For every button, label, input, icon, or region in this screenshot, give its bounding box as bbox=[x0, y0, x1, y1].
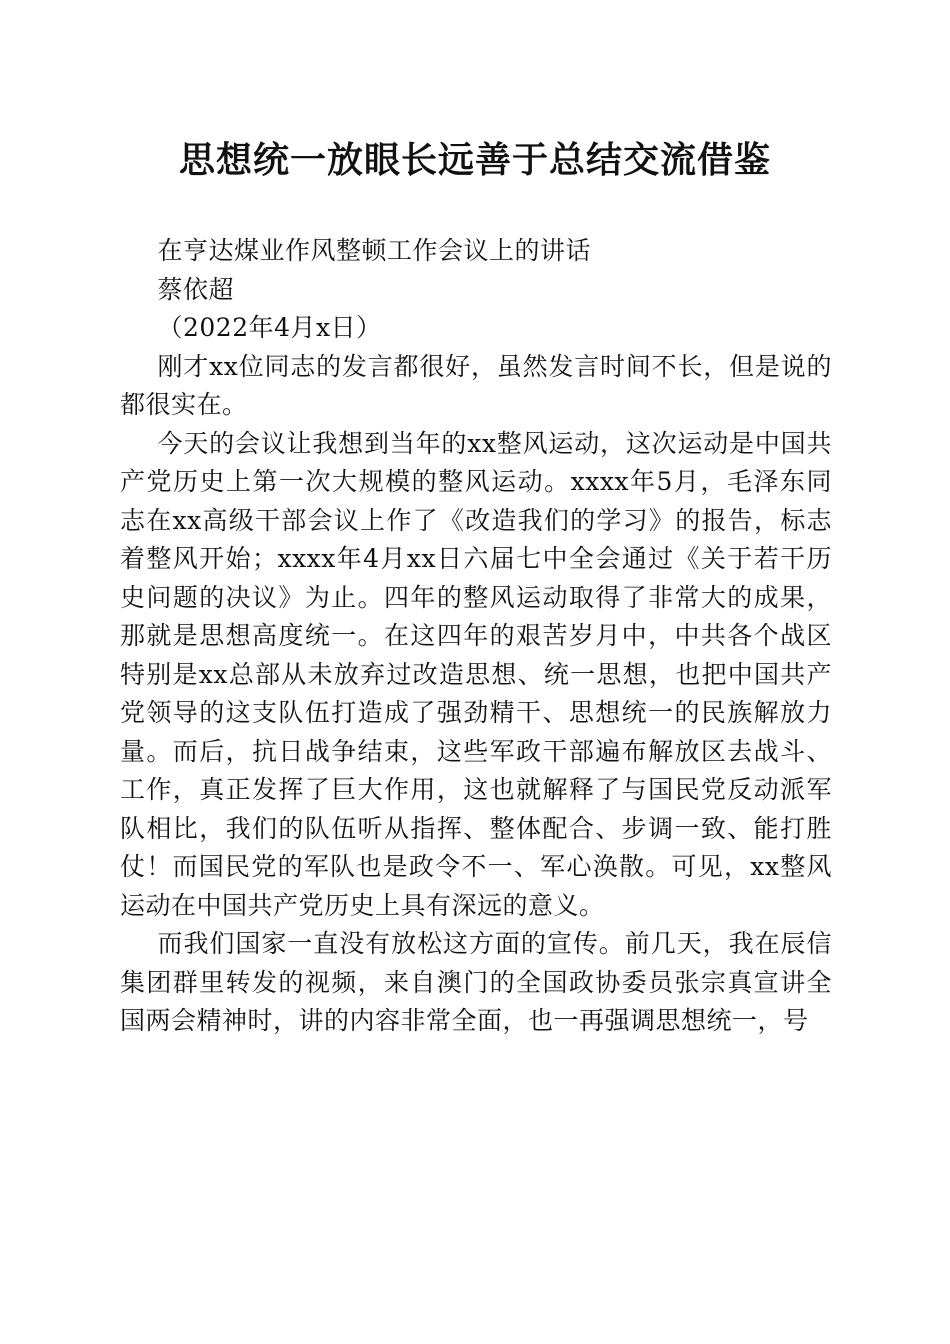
document-body bbox=[120, 232, 832, 1041]
speech-subtitle: 在亨达煤业作风整顿工作会议上的讲话 bbox=[157, 236, 592, 265]
body-paragraph: 而我们国家一直没有放松这方面的宣传。前几天，我在辰信集团群里转发的视频，来自澳门的全国政协委员张宗真宣讲全国两会精神时，讲的内容非常全面，也一再强调思想统一，号 bbox=[120, 929, 832, 1035]
speech-date: （2022年4月x日） bbox=[157, 313, 382, 342]
speech-author: 蔡依超 bbox=[157, 274, 235, 304]
document-title: 思想统一放眼长远善于总结交流借鉴 bbox=[178, 139, 771, 181]
body-paragraph: 今天的会议让我想到当年的xx整风运动，这次运动是中国共产党历史上第一次大规模的整风运动。xxxx年5月，毛泽东同志在xx高级干部会议上作了《改造我们的学习》的报告，标志着整风开始；xxxx年4月xx日六届七中全会通过《关于若干历史问题的决议》为止。四年的整风运动取得了非常大的成果，那就是思想高度统一。在这四年的艰苦岁月中，中共各个战区特别是xx总部从未放弃过改造思想、统一思想，也把中国共产党领导的这支队伍打造成了强劲精干、思想统一的民族解放力量。而后，抗日战争结束，这些军政干部遍布解放区去战斗、工作，真正发挥了巨大作用，这也就解释了与国民党反动派军队相比，我们的队伍听从指挥、整体配合、步调一致、能打胜仗！而国民党的军队也是政令不一、军心涣散。可见，xx整风运动在中国共产党历史上具有深远的意义。 bbox=[120, 428, 832, 920]
body-paragraph: 刚才xx位同志的发言都很好，虽然发言时间不长，但是说的都很实在。 bbox=[120, 351, 832, 419]
